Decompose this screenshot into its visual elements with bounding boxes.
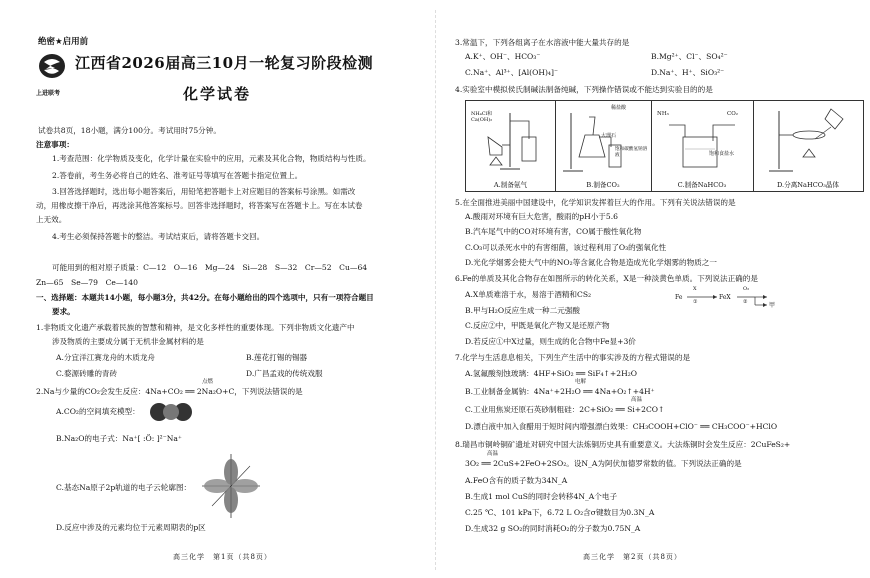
section-1-heading: 一、选择题：本题共14小题，每小题3分，共42分。在每小题给出的四个选项中，只有一项符合题目 <box>36 293 374 302</box>
flask-heating-icon <box>470 107 552 177</box>
q4-stem: 4.实验室中模拟侯氏制碱法制备纯碱，下列操作错误或不能达到实验目的的是 <box>455 85 713 94</box>
q6-reagent-x: X <box>693 286 697 292</box>
exam-subtitle: 化学试卷 <box>183 85 252 103</box>
q7-option-d[interactable]: D.漂白液中加入食醋用于短时间内增强漂白效果：CH₃COOH+ClO⁻ ══ CH₃COO⁻+HClO <box>465 422 778 431</box>
logo-text: 上进联考 <box>36 90 61 97</box>
q7-option-c[interactable]: C.工业用焦炭还原石英砂制粗硅：2C+SiO₂ ══ Si+2CO↑ <box>465 405 665 414</box>
q8-condition: 高温 <box>487 451 499 457</box>
page-2-footer: 高三化学 第2页（共8页） <box>583 553 682 561</box>
note-4: 4.考生必须保持答题卡的整洁。考试结束后，请将答题卡交回。 <box>52 232 265 241</box>
q8-option-b[interactable]: B.生成1 mol CuS的同时会转移4N_A个电子 <box>465 492 618 501</box>
q3-option-c[interactable]: C.Na⁺、Al³⁺、[Al(OH)₄]⁻ <box>465 68 558 77</box>
q4-label-nh3: NH₃ <box>657 111 669 117</box>
q4-apparatus-figure <box>465 100 864 192</box>
q5-option-a[interactable]: A.酸雨对环境有巨大危害，酸雨的pH小于5.6 <box>465 212 618 221</box>
q8-option-c[interactable]: C.25 ℃、101 kPa下，6.72 L O₂含σ键数目为0.3N_A <box>465 508 655 517</box>
q4-label-marble: 大理石 <box>601 133 617 139</box>
page-1-footer: 高三化学 第1页（共8页） <box>173 553 272 561</box>
note-3b: 动，用橡皮擦干净后，再选涂其他答案标号。回答非选择题时，将答案写在答题卡上。写在本试卷 <box>36 201 363 210</box>
q6-option-c[interactable]: C.反应②中，甲既是氧化产物又是还原产物 <box>465 321 610 330</box>
q6-option-a[interactable]: A.X单质难溶于水，易溶于酒精和CS₂ <box>465 290 592 299</box>
q4-caption-c: C.制备NaHCO₃ <box>677 181 727 189</box>
note-3a: 3.回答选择题时，选出每小题答案后，用铅笔把答题卡上对应题目的答案标号涂黑。如需改 <box>52 187 356 196</box>
q3-option-a[interactable]: A.K⁺、OH⁻、HCO₃⁻ <box>465 52 541 61</box>
q4-label-acid: 稀盐酸 <box>611 105 627 111</box>
page-2 <box>435 0 870 578</box>
note-3c: 上无效。 <box>36 215 67 224</box>
q5-option-d[interactable]: D.光化学烟雾会使大气中的NO₂等含氮化合物是造成光化学烟雾的物质之一 <box>465 258 717 267</box>
q8-option-a[interactable]: A.FeO含有的质子数为34N_A <box>465 476 568 485</box>
q6-step-1: ① <box>693 299 698 305</box>
secret-label: 绝密★启用前 <box>38 37 89 47</box>
q4-caption-b: B.制备CO₂ <box>586 181 620 189</box>
q6-node-fe: Fe <box>675 294 683 301</box>
q7b-condition: 电解 <box>575 379 587 385</box>
q1-stem: 1.非物质文化遗产承载着民族的智慧和精神，是文化多样性的重要体现。下列非物质文化遗产中 <box>36 323 355 332</box>
q8-stem: 8.瑞昌市铜岭铜矿遗址对研究中国大法炼铜历史具有重要意义。大法炼铜时会发生反应：2CuFeS₂+ <box>455 440 791 449</box>
q4-cell-b <box>555 101 652 191</box>
q6-stem: 6.Fe的单质及其化合物存在如图所示的转化关系，X是一种淡黄色单质。下列说法正确的是 <box>455 274 758 283</box>
q2-option-a[interactable]: A.CO₂的空间填充模型： <box>56 407 140 416</box>
q6-option-d[interactable]: D.若反应①中X过量，则生成的化合物中Fe显+3价 <box>465 337 636 346</box>
q4-caption-a: A.制备氨气 <box>493 181 528 189</box>
q1-option-a[interactable]: A.分宜洋江赛龙舟的木质龙舟 <box>56 353 156 362</box>
q6-node-fex: FeX <box>719 294 731 301</box>
q6-scheme <box>675 286 815 316</box>
q4-label-brine: 饱和食盐水 <box>709 151 735 157</box>
q5-option-b[interactable]: B.汽车尾气中的CO对环境有害，CO属于酸性氧化物 <box>465 227 642 236</box>
q5-stem: 5.在全面推进美丽中国建设中，化学知识发挥着巨大的作用。下列有关说法错误的是 <box>455 198 736 207</box>
q4-label-reagent: NH₄Cl和Ca(OH)₂ <box>471 111 493 123</box>
atomic-mass-1: 可能用到的相对原子质量：C—12 O—16 Mg—24 Si—28 S—32 Cr—52 Cu—64 <box>52 263 368 272</box>
q3-stem: 3.常温下，下列各组离子在水溶液中能大量共存的是 <box>455 38 630 47</box>
q2-condition: 点燃 <box>202 379 214 385</box>
q4-label-co2: CO₂ <box>727 111 738 117</box>
bubbling-bottle-icon <box>655 107 751 177</box>
notes-heading: 注意事项： <box>36 140 74 149</box>
q7c-condition: 高温 <box>631 397 643 403</box>
section-1-heading-cont: 要求。 <box>52 307 75 316</box>
q7-option-a[interactable]: A.氢氟酸刻蚀玻璃：4HF+SiO₂ ══ SiF₄↑+2H₂O <box>465 369 637 378</box>
p-orbital-icon <box>200 452 262 520</box>
q6-arrows-icon <box>675 286 815 316</box>
intro-text: 试卷共8页，18小题，满分100分。考试用时75分钟。 <box>38 126 221 135</box>
q8-option-d[interactable]: D.生成32 g SO₂的同时消耗O₂的分子数为0.75N_A <box>465 524 641 533</box>
shangjin-logo-icon <box>36 53 68 89</box>
q1-option-d[interactable]: D.广昌孟戏的传统戏服 <box>246 369 323 378</box>
q6-reagent-o2: O₂ <box>743 286 750 292</box>
q2-option-d[interactable]: D.反应中涉及的元素均位于元素周期表的p区 <box>56 523 206 532</box>
co2-model-icon <box>148 401 194 423</box>
atomic-mass-2: Zn—65 Se—79 Ce—140 <box>36 278 138 287</box>
q7-stem: 7.化学与生活息息相关，下列生产生活中的事实涉及的方程式错误的是 <box>455 353 691 362</box>
q2-stem: 2.Na与少量的CO₂会发生反应：4Na+CO₂ ══ 2Na₂O+C，下列说法错误的是 <box>36 387 303 396</box>
note-1: 1.考查范围：化学物质及变化，化学计量在实验中的应用，元素及其化合物，物质结构与性质。 <box>52 154 371 163</box>
q1-option-b[interactable]: B.莲花打锡的锡器 <box>246 353 308 362</box>
q6-option-b[interactable]: B.甲与H₂O反应生成一种二元强酸 <box>465 306 581 315</box>
q6-node-jia: 甲 <box>769 302 776 309</box>
q8-stem-cont: 3O₂ ══ 2CuS+2FeO+2SO₂。设N_A为阿伏加德罗常数的值。下列说法正确的是 <box>465 459 742 468</box>
exam-title: 江西省2026届高三10月一轮复习阶段检测 <box>75 54 374 72</box>
q1-option-c[interactable]: C.婺源砖雕的青砖 <box>56 369 118 378</box>
q4-cell-c <box>651 101 754 191</box>
q4-cell-a <box>466 101 556 191</box>
q4-caption-d: D.分离NaHCO₃晶体 <box>776 181 840 189</box>
co2-generator-icon <box>559 107 649 177</box>
q2-option-b[interactable]: B.Na₂O的电子式：Na⁺[ :Ö: ]²⁻Na⁺ <box>56 434 182 443</box>
q1-stem-cont: 涉及物质的主要成分属于无机非金属材料的是 <box>52 337 204 346</box>
q3-option-b[interactable]: B.Mg²⁺、Cl⁻、SO₄²⁻ <box>651 52 728 61</box>
q7-option-b[interactable]: B.工业制备金属钠：4Na⁺+2H₂O ══ 4Na+O₂↑+4H⁺ <box>465 387 655 396</box>
q2-option-c[interactable]: C.基态Na原子2p轨道的电子云轮廓图： <box>56 483 192 492</box>
q5-option-c[interactable]: C.O₃可以杀死水中的有害细菌，该过程利用了O₃的强氧化性 <box>465 243 667 252</box>
evaporation-dish-icon <box>759 105 859 177</box>
note-2: 2.答卷前，考生务必将自己的姓名、准考证号等填写在答题卡指定位置上。 <box>52 171 303 180</box>
q6-step-2: ② <box>743 299 748 305</box>
q3-option-d[interactable]: D.Na⁺、H⁺、SiO₃²⁻ <box>651 68 725 77</box>
q4-label-nahco3-solution: 饱和碳酸氢钠溶液 <box>615 147 648 158</box>
q4-cell-d <box>753 101 863 191</box>
